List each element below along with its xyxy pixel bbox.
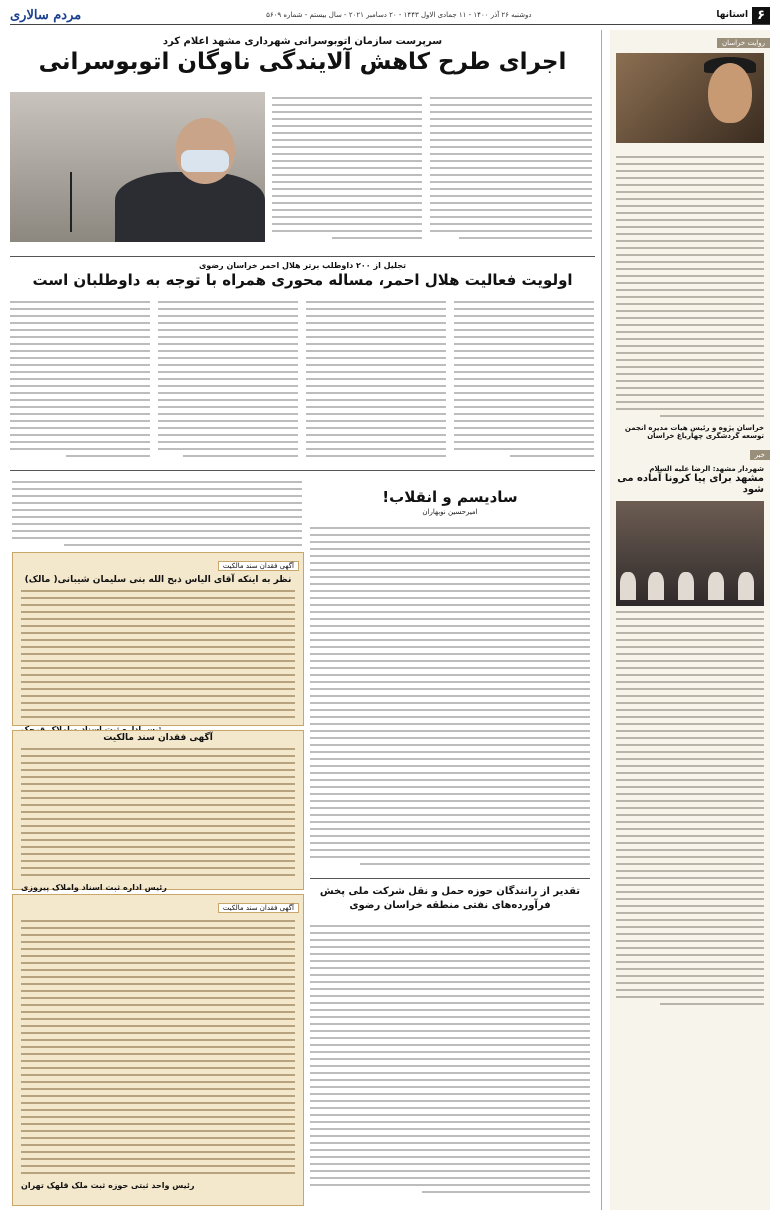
story3-headline: سادیسم و انقلاب! (382, 488, 518, 506)
notice-title: آگهی فقدان سند مالکیت (103, 733, 213, 743)
issue-meta: دوشنبه ۲۶ آذر ۱۴۰۰ - ۱۱ جمادی الاول ۱۴۴۳ - ۲۰ دسامبر ۲۰۲۱ - سال بیستم - شماره ۵۶۰۹ (266, 11, 532, 19)
lead-kicker: سرپرست سازمان اتوبوسرانی شهرداری مشهد اعلام کرد (162, 36, 443, 47)
legal-notice-3 (12, 894, 304, 1206)
section-label (716, 7, 770, 24)
legal-notice-1 (12, 552, 304, 726)
sidebar-tag: روایت خراسان (717, 38, 770, 48)
story3-author: امیرحسین نوبهاران (422, 508, 478, 516)
news-body (610, 611, 770, 1005)
lead-body-col2 (430, 92, 592, 244)
notice-tag: آگهی فقدان سند مالکیت (218, 903, 299, 913)
story2-kicker: تجلیل از ۲۰۰ داوطلب برتر هلال احمر خراسان رضوی (198, 261, 407, 270)
divider (310, 878, 590, 879)
divider (10, 256, 595, 257)
column-body (610, 156, 770, 417)
story2-headline: اولویت فعالیت هلال احمر، مساله محوری همراه با توجه به داوطلبان است (32, 271, 573, 289)
lead-headline: اجرای طرح کاهش آلایندگی ناوگان اتوبوسرانی (38, 49, 567, 75)
story4-headline: تقدیر از رانندگان حوزه حمل و نقل شرکت ملی پخش فرآورده‌های نفتی منطقه خراسان رضوی (319, 886, 581, 911)
story2-col2 (158, 296, 298, 462)
story2-col4 (454, 296, 594, 462)
story2-col1 (10, 296, 150, 462)
story3-continued (12, 476, 302, 551)
notice-title: نظر به اینکه آقای الیاس ذبح الله بنی سلیمان شیبانی( مالک) (24, 575, 292, 585)
story4-body (310, 920, 590, 1198)
columnist-photo (616, 53, 764, 143)
story3-body (310, 522, 590, 870)
divider (10, 470, 595, 471)
main-content (10, 30, 595, 1210)
news-title: مشهد برای پیا کرونا آماده می شود (617, 473, 764, 495)
right-sidebar (610, 30, 770, 1210)
story2-col3 (306, 296, 446, 462)
column-footer: خراسان پژوه و رئیس هیات مدیره انجمن توسعه گردشگری چهارباغ خراسان (624, 424, 764, 440)
news-tag: خبر (750, 450, 770, 460)
page-number: ۶ (752, 7, 770, 24)
notice-tag: آگهی فقدان سند مالکیت (218, 561, 299, 571)
column-separator (601, 30, 602, 1210)
meeting-photo (616, 501, 764, 606)
masthead-logo: مردم سالاری (10, 7, 82, 23)
lead-photo (10, 92, 265, 242)
notice-signature: رئیس واحد ثبتی حوزه ثبت ملک قلهک تهران (21, 1181, 195, 1190)
news-kicker: شهردار مشهد: الرضا علیه السلام (649, 465, 764, 473)
notice-signature: رئیس اداره ثبت اسناد واملاک پیروزی (21, 883, 167, 892)
lead-body-col1 (272, 92, 422, 244)
page-header (10, 6, 770, 25)
section-name: استانها (716, 10, 749, 20)
legal-notice-2 (12, 730, 304, 890)
